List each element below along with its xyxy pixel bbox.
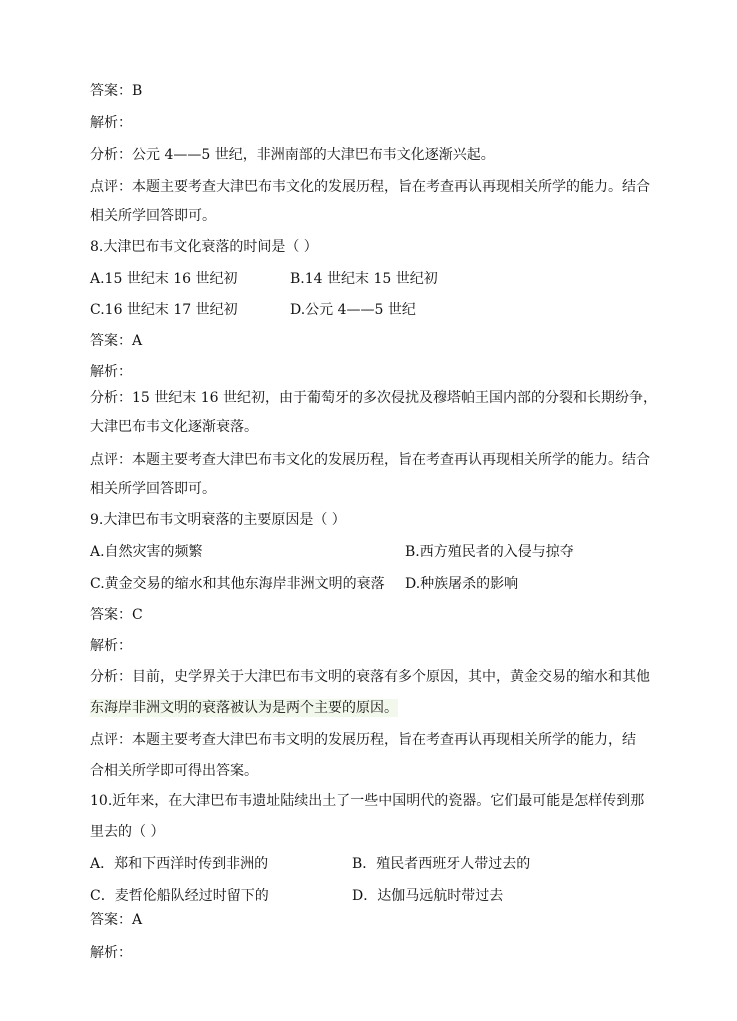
q8-stem: 8.大津巴布韦文化衰落的时间是（ ） [90, 239, 318, 255]
q8-option-c: C.16 世纪末 17 世纪初 [90, 302, 238, 318]
q10-stem-line2: 里去的（ ） [90, 824, 165, 840]
q7-analysis-label: 解析： [90, 115, 132, 131]
q9-option-d: D.种族屠杀的影响 [405, 576, 519, 592]
q8-dianping-line2: 相关所学回答即可。 [90, 481, 216, 497]
q9-analysis-label: 解析： [90, 638, 132, 654]
q9-dianping-line1: 点评：本题主要考查大津巴布韦文明的发展历程，旨在考查再认再现相关所学的能力，结 [90, 732, 636, 748]
q10-analysis-label: 解析： [90, 945, 132, 961]
q9-answer: 答案：C [90, 607, 143, 623]
q10-option-d: D．达伽马远航时带过去 [352, 888, 504, 904]
q7-answer: 答案：B [90, 83, 143, 99]
q8-fenxi-line1: 分析：15 世纪末 16 世纪初，由于葡萄牙的多次侵扰及穆塔帕王国内部的分裂和长期纷争， [90, 390, 657, 406]
q9-stem: 9.大津巴布韦文明衰落的主要原因是（ ） [90, 512, 346, 528]
q10-answer: 答案：A [90, 912, 143, 928]
q9-option-b: B.西方殖民者的入侵与掠夺 [405, 544, 574, 560]
q9-fenxi-line2: 东海岸非洲文明的衰落被认为是两个主要的原因。 [90, 700, 398, 716]
q10-option-a: A．郑和下西洋时传到非洲的 [90, 856, 269, 872]
q10-option-b: B．殖民者西班牙人带过去的 [352, 856, 531, 872]
q8-option-d: D.公元 4——5 世纪 [290, 302, 416, 318]
q10-stem-line1: 10.近年来，在大津巴布韦遗址陆续出土了一些中国明代的瓷器。它们最可能是怎样传到那 [90, 793, 645, 809]
q10-option-c: C．麦哲伦船队经过时留下的 [90, 888, 269, 904]
q9-fenxi-line1: 分析：目前，史学界关于大津巴布韦文明的衰落有多个原因，其中，黄金交易的缩水和其他 [90, 669, 650, 685]
q7-fenxi: 分析：公元 4——5 世纪，非洲南部的大津巴布韦文化逐渐兴起。 [90, 147, 495, 163]
q8-option-b: B.14 世纪末 15 世纪初 [290, 271, 438, 287]
q8-analysis-label: 解析： [90, 364, 132, 380]
q9-dianping-line2: 合相关所学即可得出答案。 [90, 763, 258, 779]
q8-option-a: A.15 世纪末 16 世纪初 [90, 271, 238, 287]
q9-option-a: A.自然灾害的频繁 [90, 544, 203, 560]
q8-fenxi-line2: 大津巴布韦文化逐渐衰落。 [90, 419, 258, 435]
q8-answer: 答案：A [90, 333, 143, 349]
q8-dianping-line1: 点评：本题主要考查大津巴布韦文化的发展历程，旨在考查再认再现相关所学的能力。结合 [90, 452, 650, 468]
q7-dianping-line2: 相关所学回答即可。 [90, 208, 216, 224]
q9-option-c: C.黄金交易的缩水和其他东海岸非洲文明的衰落 [90, 576, 385, 592]
q7-dianping-line1: 点评：本题主要考查大津巴布韦文化的发展历程，旨在考查再认再现相关所学的能力。结合 [90, 179, 650, 195]
